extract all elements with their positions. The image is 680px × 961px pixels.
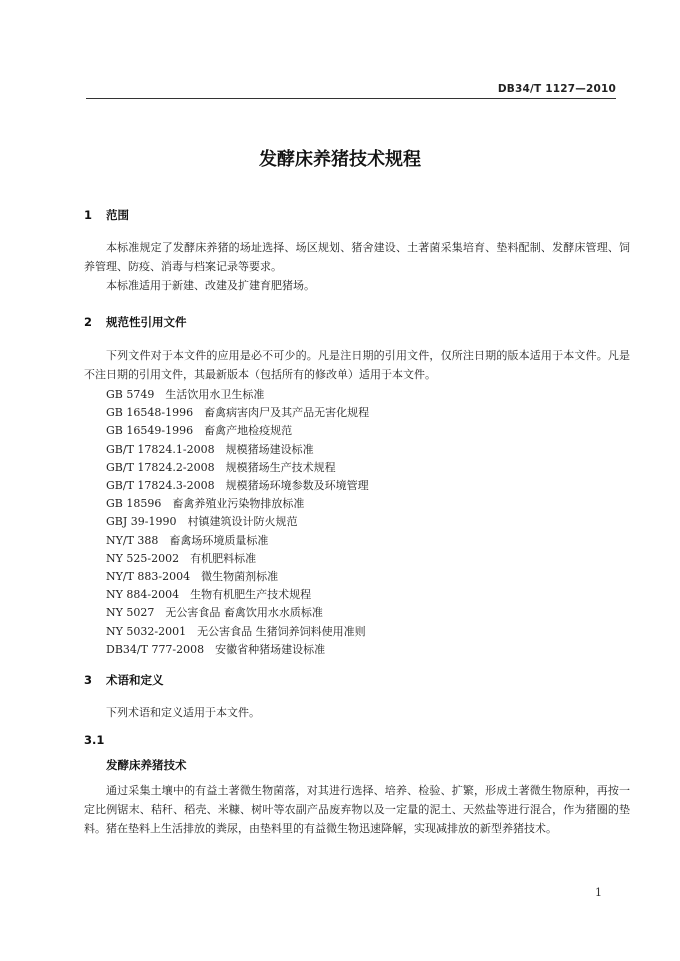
- reference-item: GBJ 39-1990 村镇建筑设计防火规范: [106, 515, 298, 529]
- reference-item: NY/T 883-2004 微生物菌剂标准: [106, 570, 279, 584]
- reference-item: GB 5749 生活饮用水卫生标准: [106, 388, 265, 401]
- reference-item: DB34/T 777-2008 安徽省种猪场建设标准: [106, 642, 326, 656]
- reference-list: [106, 386, 369, 659]
- scope-paragraph-2: 本标准适用于新建、改建及扩建育肥猪场。: [106, 279, 315, 292]
- reference-item: GB/T 17824.3-2008 规模猪场环境参数及环境管理: [106, 479, 369, 493]
- section-1-heading: [84, 207, 129, 223]
- reference-item: NY/T 388 畜禽场环境质量标准: [106, 533, 269, 547]
- section-2-heading: [84, 314, 187, 330]
- scope-paragraph-1: 本标准规定了发酵床养猪的场址选择、场区规划、猪舍建设、土著菌采集培育、垫料配制、发酵床管理、饲养管理、防疫、消毒与档案记录等要求。: [84, 241, 630, 273]
- reference-item: GB/T 17824.2-2008 规模猪场生产技术规程: [106, 460, 336, 474]
- reference-item: NY 884-2004 生物有机肥生产技术规程: [106, 588, 312, 602]
- reference-item: GB 16549-1996 畜禽产地检疫规范: [106, 424, 293, 438]
- standard-code: DB34/T 1127—2010: [497, 83, 616, 95]
- section-3-number: 3: [84, 673, 93, 687]
- term-name: 发酵床养猪技术: [106, 758, 187, 772]
- reference-item: GB/T 17824.1-2008 规模猪场建设标准: [106, 442, 314, 456]
- section-2-number: 2: [84, 315, 93, 329]
- page-number: 1: [595, 886, 602, 899]
- document-title: 发酵床养猪技术规程: [259, 149, 421, 170]
- section-1-title: 范围: [106, 208, 129, 222]
- term-definition: 通过采集土壤中的有益土著微生物菌落，对其进行选择、培养、检验、扩繁，形成土著微生物原种，再按一定比例锯末、秸秆、稻壳、米糠、树叶等农副产品废弃物以及一定量的泥土、天然盐等进行混合，作为猪圈的垫料。猪在垫料上生活排放的粪尿，由垫料里的有益微生物迅速降解，实现减排放的新型养猪技术。: [84, 784, 630, 835]
- reference-item: GB 16548-1996 畜禽病害肉尸及其产品无害化规程: [106, 406, 370, 420]
- header-rule: [86, 98, 616, 99]
- reference-item: NY 5032-2001 无公害食品 生猪饲养饲料使用准则: [106, 624, 366, 638]
- reference-item: GB 18596 畜禽养殖业污染物排放标准: [106, 497, 305, 511]
- section-2-title: 规范性引用文件: [106, 315, 187, 329]
- section-3-heading: [84, 672, 164, 688]
- reference-item: NY 5027 无公害食品 畜禽饮用水水质标准: [106, 606, 323, 620]
- section-1-number: 1: [84, 208, 93, 222]
- term-number: 3.1: [84, 733, 105, 747]
- section-3-title: 术语和定义: [106, 673, 164, 687]
- terms-intro: 下列术语和定义适用于本文件。: [106, 706, 260, 719]
- normative-intro: 下列文件对于本文件的应用是必不可少的。凡是注日期的引用文件，仅所注日期的版本适用于本文件。凡是不注日期的引用文件，其最新版本（包括所有的修改单）适用于本文件。: [84, 349, 630, 381]
- reference-item: NY 525-2002 有机肥料标准: [106, 551, 257, 565]
